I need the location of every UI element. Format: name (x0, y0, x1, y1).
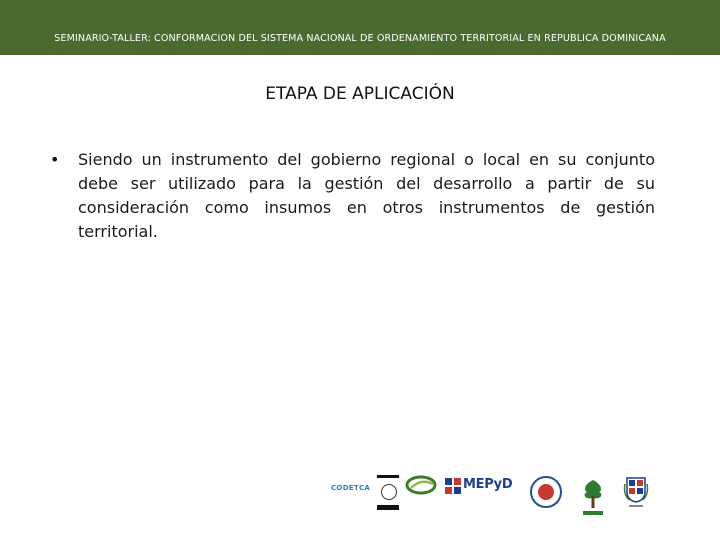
header-banner (0, 0, 720, 55)
mepyd-logo: MEPyD (463, 477, 513, 492)
bullet-text: Siendo un instrumento del gobierno regional o local en su conjunto debe ser utilizado para la gestión del desarrollo a partir de su consideración como insumos en otros instrumentos de gestión territorial. (78, 150, 655, 241)
banner-text: SEMINARIO-TALLER: CONFORMACION DEL SISTEMA NACIONAL DE ORDENAMIENTO TERRITORIAL EN REPUBLICA DOMINICANA (54, 33, 666, 44)
slide-title: ETAPA DE APLICACIÓN (265, 84, 455, 104)
coat-of-arms-icon (623, 474, 649, 510)
bullet-item (50, 148, 655, 244)
dominican-flag-icon (445, 478, 461, 494)
tree-logo-icon (579, 478, 607, 518)
seal-logo-icon (530, 476, 562, 508)
sponsor-logos (325, 470, 660, 520)
bullet-marker: • (50, 150, 60, 169)
codetca-logo: CODETCA (331, 484, 371, 492)
swirl-logo-icon (405, 474, 437, 496)
un-logo (377, 472, 399, 512)
